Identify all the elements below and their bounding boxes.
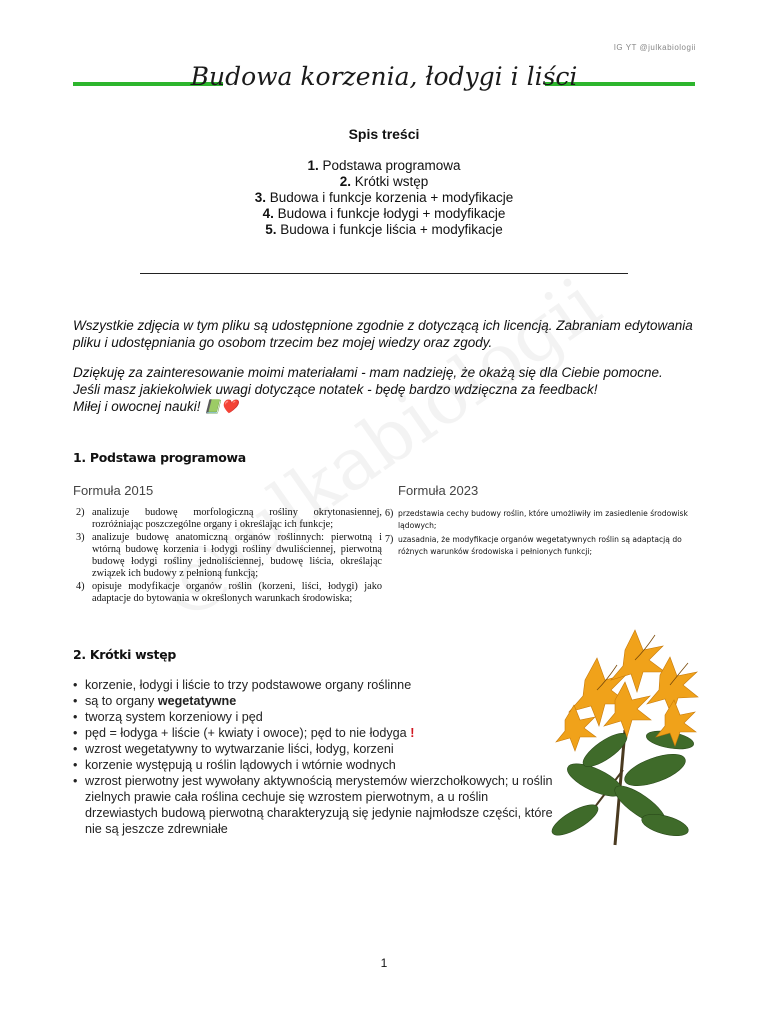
- formula-2015-label: Formuła 2015: [73, 483, 154, 498]
- list-item: 2) analizuje budowę morfologiczną rośliny okrytonasiennej, rozróżniając poszczególne organy i określając ich funkcje;: [76, 507, 382, 530]
- list-item: • tworzą system korzeniowy i pęd: [73, 709, 563, 725]
- list-item: 3) analizuje budowę anatomiczną organów roślinnych: pierwotną i wtórną budowę korzenia i łodygi rośliny dwuliściennej, pierwotną budowę łodygi rośliny jednoliściennej, budowę liścia, określając związek ich budowy z pełnioną funkcją;: [76, 532, 382, 579]
- toc-item[interactable]: 4. Budowa i funkcje łodygi + modyfikacje: [262, 206, 506, 221]
- section-heading-1: 1. Podstawa programowa: [73, 450, 246, 465]
- book-heart-emoji: 📗❤️: [204, 399, 238, 414]
- curriculum-2023: [385, 508, 697, 560]
- section-heading-2: 2. Krótki wstęp: [73, 647, 177, 662]
- exclamation-icon: !: [410, 726, 415, 740]
- toc-item[interactable]: 3. Budowa i funkcje korzenia + modyfikacje: [254, 190, 514, 205]
- license-notice: Wszystkie zdjęcia w tym pliku są udostępnione zgodnie z dotyczącą ich licencją. Zabraniam edytowania pliku i udostępniania go osobom trzecim bez mojej wiedzy oraz zgody.: [73, 318, 693, 350]
- list-item: 4) opisuje modyfikacje organów roślin (korzeni, liści, łodygi) jako adaptacje do bytowania w określonych warunkach środowiska;: [76, 581, 382, 604]
- toc-item[interactable]: 5. Budowa i funkcje liścia + modyfikacje: [265, 222, 503, 237]
- list-item: • korzenie, łodygi i liście to trzy podstawowe organy roślinne: [73, 677, 563, 693]
- toc-item[interactable]: 2. Krótki wstęp: [339, 174, 429, 189]
- page-number: 1: [380, 956, 388, 970]
- formula-2023-label: Formuła 2023: [398, 483, 479, 498]
- list-item: • pęd = łodyga + liście (+ kwiaty i owoce); pęd to nie łodyga !: [73, 725, 563, 741]
- list-item: • korzenie występują u roślin lądowych i wtórnie wodnych: [73, 757, 563, 773]
- list-item: • wzrost pierwotny jest wywołany aktywnością merystemów wierzchołkowych; u roślin zielnych prawie cała roślina cechuje się wzrostem pierwotnym, a u roślin drzewiastych budową pierwotną charakteryzują się jedynie najmłodsze części, które nie są jeszcze zdrewniałe: [73, 773, 563, 837]
- flower-illustration: [545, 620, 705, 850]
- list-item: 6) przedstawia cechy budowy roślin, które umożliwiły im zasiedlenie środowisk lądowych;: [385, 508, 688, 530]
- list-item: • wzrost wegetatywny to wytwarzanie liści, łodyg, korzeni: [73, 741, 563, 757]
- toc-item[interactable]: 1. Podstawa programowa: [307, 158, 461, 173]
- table-of-contents: [0, 158, 768, 238]
- toc-heading: Spis treści: [348, 126, 420, 142]
- intro-bullet-list: [73, 677, 563, 837]
- page-title: Budowa korzenia, łodygi i liści: [190, 62, 578, 91]
- thanks-line-2: Jeśli masz jakiekolwiek uwagi dotyczące notatek - będę bardzo wdzięczna za feedback!: [73, 382, 598, 397]
- thanks-line-3: Miłej i owocnej nauki! 📗❤️: [73, 399, 238, 414]
- list-item: • są to organy wegetatywne: [73, 693, 563, 709]
- list-item: 7) uzasadnia, że modyfikacje organów wegetatywnych roślin są adaptacją do różnych warunków środowiska i pełnionych funkcji;: [385, 534, 682, 556]
- curriculum-2015: [76, 507, 382, 606]
- thanks-line-1: Dziękuję za zainteresowanie moimi materiałami - mam nadzieję, że okażą się dla Ciebie pomocne.: [73, 365, 663, 380]
- divider: [140, 273, 628, 274]
- social-handle: IG YT @julkabiologii: [613, 43, 696, 52]
